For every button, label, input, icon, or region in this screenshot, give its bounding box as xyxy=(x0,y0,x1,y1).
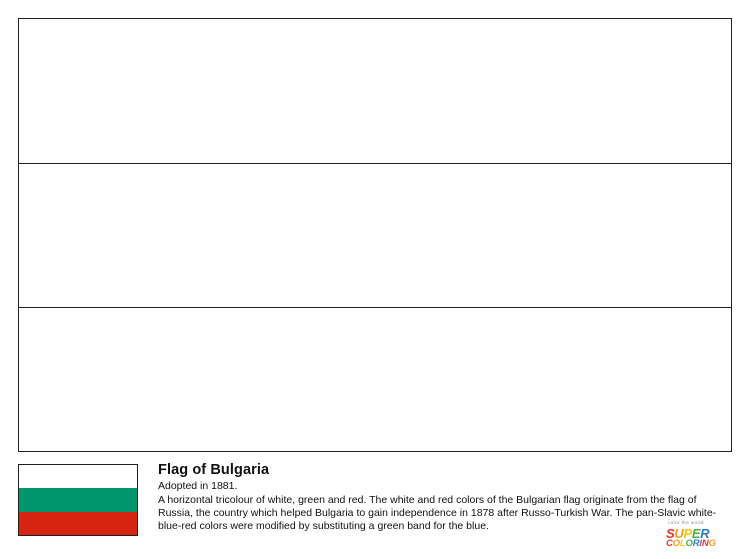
caption-text-block xyxy=(158,462,732,534)
flag-band-red xyxy=(19,307,731,451)
reference-flag-swatch xyxy=(18,464,138,536)
flag-band-white xyxy=(19,19,731,163)
caption-area xyxy=(18,464,732,544)
watermark-coloring-text: COLORING xyxy=(666,537,716,549)
swatch-band-red xyxy=(19,512,137,535)
flag-title: Flag of Bulgaria xyxy=(158,462,270,478)
watermark-super-text: SUPER xyxy=(666,525,710,541)
supercoloring-watermark xyxy=(648,521,744,555)
flag-description: A horizontal tricolour of white, green and red. The white and red colors of the Bulgarian flag originate from the flag of Russia, the country which helped Bulgaria to gain independence in 1878 after Russo-Turkish War. The pan-Slavic white-blue-red colors were modified by substituting a green band for the blue. xyxy=(158,494,717,533)
swatch-band-green xyxy=(19,488,137,511)
flag-adopted-year: Adopted in 1881. xyxy=(158,480,238,492)
watermark-tagline: color the world xyxy=(668,520,704,525)
coloring-flag-outline xyxy=(18,18,732,452)
flag-band-green xyxy=(19,163,731,307)
swatch-band-white xyxy=(19,465,137,488)
